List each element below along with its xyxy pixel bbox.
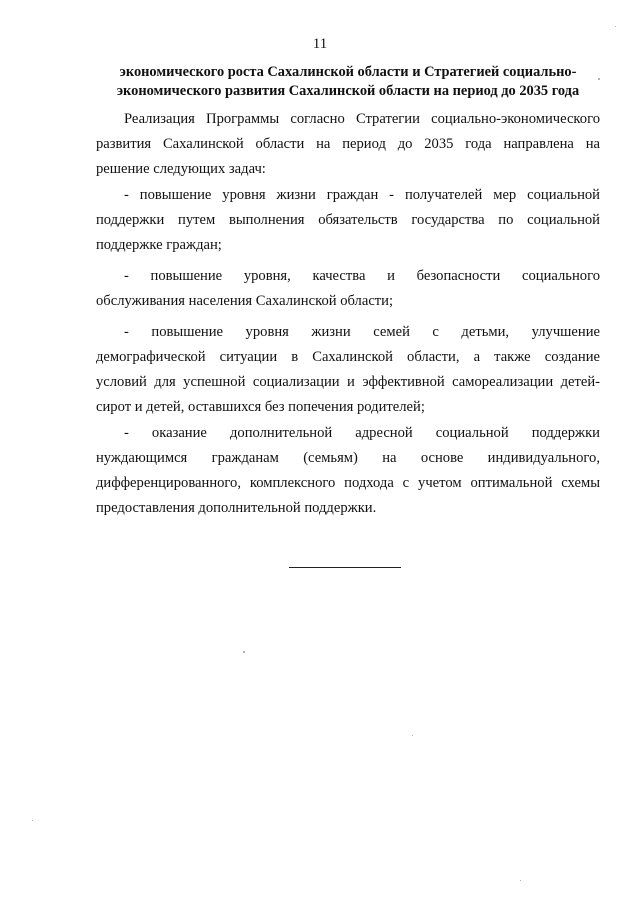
paragraph-line: сирот и детей, оставшихся без попечения родителей; — [96, 399, 425, 415]
paragraph-line: - повышение уровня жизни граждан - получателей мер социальной — [124, 187, 600, 203]
paragraph-line: демографической ситуации в Сахалинской области, а также создание — [96, 349, 600, 365]
scan-speck — [598, 78, 600, 80]
paragraph-line: условий для успешной социализации и эффективной самореализации детей- — [96, 374, 600, 390]
scan-speck — [615, 26, 616, 27]
heading-line-1: экономического роста Сахалинской области и Стратегией социально- — [119, 64, 577, 80]
paragraph-line: поддержки путем выполнения обязательств государства по социальной — [96, 212, 600, 228]
paragraph-task-1 — [96, 183, 600, 258]
paragraph-line: решение следующих задач: — [96, 161, 266, 177]
paragraph-line: развития Сахалинской области на период до 2035 года направлена на — [96, 136, 600, 152]
paragraph-task-4 — [96, 421, 600, 521]
heading-line-2: экономического развития Сахалинской области на период до 2035 года — [116, 83, 580, 99]
scan-speck — [412, 735, 413, 736]
paragraph-line: предоставления дополнительной поддержки. — [96, 500, 377, 516]
paragraph-line: Реализация Программы согласно Стратегии социально-экономического — [124, 111, 600, 127]
paragraph-line: нуждающимся гражданам (семьям) на основе индивидуального, — [96, 450, 600, 466]
paragraph-intro — [96, 107, 600, 182]
paragraph-task-3 — [96, 320, 600, 420]
scan-speck — [520, 880, 521, 881]
paragraph-line: - повышение уровня жизни семей с детьми, улучшение — [124, 324, 600, 340]
page-number: 11 — [312, 36, 328, 52]
paragraph-line: обслуживания населения Сахалинской области; — [96, 293, 394, 309]
paragraph-line: - повышение уровня, качества и безопасности социального — [124, 268, 600, 284]
paragraph-line: дифференцированного, комплексного подхода с учетом оптимальной схемы — [96, 475, 600, 491]
paragraph-line: - оказание дополнительной адресной социальной поддержки — [124, 425, 600, 441]
scan-speck — [32, 820, 33, 821]
scan-speck — [243, 651, 245, 653]
section-heading — [96, 63, 600, 101]
paragraph-task-2 — [96, 264, 600, 314]
closing-rule — [289, 567, 401, 568]
paragraph-line: поддержке граждан; — [96, 237, 222, 253]
